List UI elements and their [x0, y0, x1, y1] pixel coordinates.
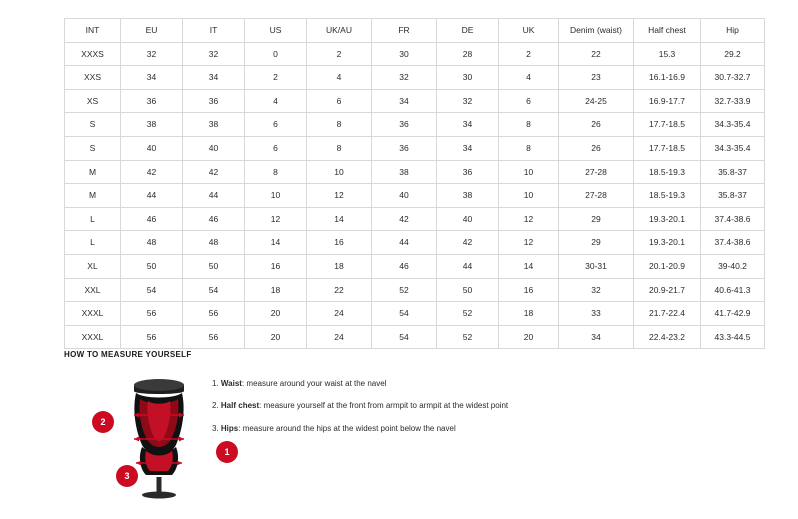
table-cell: 56 — [183, 325, 245, 349]
table-row — [65, 136, 765, 160]
table-cell: 22 — [559, 42, 634, 66]
table-cell: 36 — [372, 113, 437, 137]
table-cell: 46 — [183, 207, 245, 231]
table-row — [65, 89, 765, 113]
table-cell: 39-40.2 — [701, 254, 765, 278]
table-cell: 24 — [307, 325, 372, 349]
table-cell: 52 — [437, 325, 499, 349]
table-cell: 2 — [245, 66, 307, 90]
table-cell: 8 — [307, 136, 372, 160]
instruction-term: Hips — [220, 423, 239, 433]
table-cell: 50 — [121, 254, 183, 278]
table-cell: 56 — [183, 302, 245, 326]
table-cell: XXL — [65, 278, 121, 302]
table-cell: 34 — [437, 113, 499, 137]
table-cell: 10 — [499, 184, 559, 208]
column-header: US — [245, 19, 307, 43]
column-header: Hip — [701, 19, 765, 43]
table-cell: XXXL — [65, 302, 121, 326]
table-cell: 38 — [437, 184, 499, 208]
table-cell: 30 — [372, 42, 437, 66]
table-cell: 27-28 — [559, 160, 634, 184]
size-chart-table — [64, 18, 765, 349]
table-cell: 52 — [372, 278, 437, 302]
table-cell: 40 — [183, 136, 245, 160]
table-cell: 30 — [437, 66, 499, 90]
table-cell: 44 — [121, 184, 183, 208]
table-cell: 34.3-35.4 — [701, 136, 765, 160]
table-cell: 14 — [307, 207, 372, 231]
table-cell: XS — [65, 89, 121, 113]
table-cell: 10 — [499, 160, 559, 184]
table-cell: 6 — [245, 113, 307, 137]
table-cell: 46 — [121, 207, 183, 231]
table-cell: 37.4-38.6 — [701, 231, 765, 255]
table-cell: L — [65, 207, 121, 231]
table-cell: 20 — [245, 302, 307, 326]
table-cell: XXXS — [65, 42, 121, 66]
table-cell: 23 — [559, 66, 634, 90]
table-cell: 21.7-22.4 — [634, 302, 701, 326]
table-cell: 18 — [245, 278, 307, 302]
table-cell: S — [65, 113, 121, 137]
table-cell: 4 — [499, 66, 559, 90]
table-cell: 33 — [559, 302, 634, 326]
table-cell: 8 — [499, 113, 559, 137]
table-cell: 30.7-32.7 — [701, 66, 765, 90]
table-cell: 8 — [307, 113, 372, 137]
table-cell: 16.1-16.9 — [634, 66, 701, 90]
table-cell: 6 — [499, 89, 559, 113]
table-cell: 12 — [307, 184, 372, 208]
table-cell: 42 — [437, 231, 499, 255]
table-cell: 34 — [437, 136, 499, 160]
table-cell: 8 — [499, 136, 559, 160]
table-cell: 34 — [559, 325, 634, 349]
table-cell: 10 — [245, 184, 307, 208]
table-cell: 32 — [559, 278, 634, 302]
table-cell: 30-31 — [559, 254, 634, 278]
table-cell: 32.7-33.9 — [701, 89, 765, 113]
table-cell: 15.3 — [634, 42, 701, 66]
table-cell: 46 — [372, 254, 437, 278]
table-cell: 44 — [372, 231, 437, 255]
table-cell: 48 — [121, 231, 183, 255]
table-cell: 20 — [499, 325, 559, 349]
table-cell: 40.6-41.3 — [701, 278, 765, 302]
column-header: Half chest — [634, 19, 701, 43]
column-header: EU — [121, 19, 183, 43]
table-row — [65, 325, 765, 349]
table-cell: 52 — [437, 302, 499, 326]
instruction-term: Waist — [220, 379, 242, 388]
instruction-text: : measure around your waist at the navel — [241, 379, 387, 388]
table-cell: 50 — [437, 278, 499, 302]
table-cell: S — [65, 136, 121, 160]
table-cell: 32 — [372, 66, 437, 90]
table-cell: 36 — [121, 89, 183, 113]
table-cell: 18 — [307, 254, 372, 278]
instruction-number: 2. — [212, 401, 221, 411]
table-cell: 29 — [559, 207, 634, 231]
table-cell: 37.4-38.6 — [701, 207, 765, 231]
table-cell: 28 — [437, 42, 499, 66]
table-cell: 40 — [372, 184, 437, 208]
table-cell: 14 — [245, 231, 307, 255]
column-header: UK — [499, 19, 559, 43]
table-cell: 32 — [437, 89, 499, 113]
instruction-number: 3. — [212, 423, 221, 433]
table-cell: 16 — [245, 254, 307, 278]
table-row — [65, 302, 765, 326]
table-cell: 18.5-19.3 — [634, 184, 701, 208]
table-cell: 20.9-21.7 — [634, 278, 701, 302]
table-cell: 36 — [372, 136, 437, 160]
table-cell: 35.8-37 — [701, 160, 765, 184]
table-cell: 38 — [372, 160, 437, 184]
table-cell: 54 — [121, 278, 183, 302]
table-cell: 10 — [307, 160, 372, 184]
table-cell: 42 — [183, 160, 245, 184]
table-cell: 16.9-17.7 — [634, 89, 701, 113]
table-cell: 54 — [183, 278, 245, 302]
table-cell: XXXL — [65, 325, 121, 349]
table-cell: 35.8-37 — [701, 184, 765, 208]
table-cell: 34 — [183, 66, 245, 90]
instruction-text: : measure yourself at the front from armpit to armpit at the widest point — [259, 401, 509, 411]
table-cell: 42 — [121, 160, 183, 184]
table-cell: 19.3-20.1 — [634, 207, 701, 231]
table-row — [65, 42, 765, 66]
table-cell: 18.5-19.3 — [634, 160, 701, 184]
table-cell: 0 — [245, 42, 307, 66]
table-cell: 54 — [372, 302, 437, 326]
table-cell: 29.2 — [701, 42, 765, 66]
table-cell: 6 — [307, 89, 372, 113]
table-cell: XXS — [65, 66, 121, 90]
table-cell: 16 — [307, 231, 372, 255]
table-cell: 16 — [499, 278, 559, 302]
table-cell: L — [65, 231, 121, 255]
table-cell: 12 — [499, 231, 559, 255]
table-row — [65, 66, 765, 90]
table-cell: 29 — [559, 231, 634, 255]
instruction-text: : measure around the hips at the widest point below the navel — [238, 423, 456, 433]
table-header-row — [65, 19, 765, 43]
table-cell: M — [65, 160, 121, 184]
table-cell: 22.4-23.2 — [634, 325, 701, 349]
table-row — [65, 254, 765, 278]
table-cell: 44 — [183, 184, 245, 208]
table-row — [65, 278, 765, 302]
table-cell: 8 — [245, 160, 307, 184]
table-cell: 19.3-20.1 — [634, 231, 701, 255]
table-cell: 41.7-42.9 — [701, 302, 765, 326]
instruction-item — [212, 424, 508, 434]
table-cell: 40 — [121, 136, 183, 160]
table-cell: 43.3-44.5 — [701, 325, 765, 349]
table-cell: 48 — [183, 231, 245, 255]
table-cell: 4 — [307, 66, 372, 90]
marker-2: 2 — [92, 411, 114, 433]
table-row — [65, 207, 765, 231]
column-header: IT — [183, 19, 245, 43]
table-cell: 24 — [307, 302, 372, 326]
table-cell: 20.1-20.9 — [634, 254, 701, 278]
column-header: Denim (waist) — [559, 19, 634, 43]
table-cell: 6 — [245, 136, 307, 160]
table-cell: 32 — [121, 42, 183, 66]
table-cell: 38 — [121, 113, 183, 137]
table-cell: 36 — [183, 89, 245, 113]
table-cell: 34 — [121, 66, 183, 90]
instruction-item — [212, 379, 508, 389]
section-title: HOW TO MEASURE YOURSELF — [64, 350, 192, 359]
table-cell: 17.7-18.5 — [634, 113, 701, 137]
table-cell: 24-25 — [559, 89, 634, 113]
instruction-term: Half chest — [220, 401, 260, 411]
table-cell: 54 — [372, 325, 437, 349]
table-cell: 40 — [437, 207, 499, 231]
table-cell: 2 — [499, 42, 559, 66]
table-cell: M — [65, 184, 121, 208]
table-cell: 50 — [183, 254, 245, 278]
column-header: UK/AU — [307, 19, 372, 43]
table-cell: 56 — [121, 325, 183, 349]
table-cell: 38 — [183, 113, 245, 137]
table-cell: 36 — [437, 160, 499, 184]
table-cell: 27-28 — [559, 184, 634, 208]
table-cell: 42 — [372, 207, 437, 231]
marker-1: 1 — [216, 441, 238, 463]
table-row — [65, 113, 765, 137]
table-row — [65, 160, 765, 184]
table-cell: 22 — [307, 278, 372, 302]
table-row — [65, 231, 765, 255]
table-row — [65, 184, 765, 208]
table-cell: 20 — [245, 325, 307, 349]
table-cell: 17.7-18.5 — [634, 136, 701, 160]
table-cell: 4 — [245, 89, 307, 113]
table-cell: 14 — [499, 254, 559, 278]
marker-3: 3 — [116, 465, 138, 487]
how-to-measure-section — [64, 350, 764, 499]
table-cell: 56 — [121, 302, 183, 326]
table-cell: XL — [65, 254, 121, 278]
table-cell: 26 — [559, 136, 634, 160]
instruction-number: 1. — [212, 379, 221, 388]
table-cell: 12 — [499, 207, 559, 231]
column-header: DE — [437, 19, 499, 43]
table-cell: 12 — [245, 207, 307, 231]
table-cell: 26 — [559, 113, 634, 137]
table-cell: 34.3-35.4 — [701, 113, 765, 137]
column-header: FR — [372, 19, 437, 43]
table-cell: 2 — [307, 42, 372, 66]
measure-instructions — [212, 369, 508, 446]
table-cell: 34 — [372, 89, 437, 113]
column-header: INT — [65, 19, 121, 43]
instruction-item — [212, 401, 508, 411]
table-cell: 32 — [183, 42, 245, 66]
table-cell: 18 — [499, 302, 559, 326]
table-cell: 44 — [437, 254, 499, 278]
